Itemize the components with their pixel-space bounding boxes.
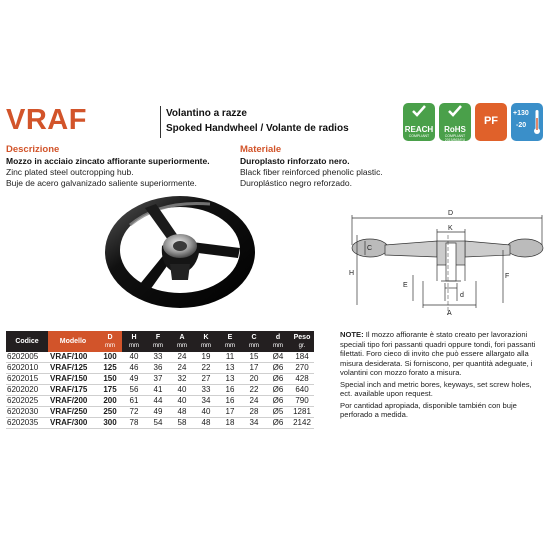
table-cell: 40 xyxy=(122,352,146,363)
dim-label-F: F xyxy=(505,273,510,280)
table-cell: VRAF/150 xyxy=(48,374,98,385)
table-cell: Ø6 xyxy=(266,396,290,407)
table-cell: 16 xyxy=(218,385,242,396)
table-cell: 200 xyxy=(98,396,122,407)
table-row xyxy=(6,385,314,396)
table-cell: 270 xyxy=(290,363,314,374)
product-name-en-es: Spoked Handwheel / Volante de radios xyxy=(166,123,349,134)
col-header-K: K mm xyxy=(194,331,218,352)
table-cell: Ø5 xyxy=(266,407,290,418)
table-cell: 36 xyxy=(146,363,170,374)
col-header-code: Codice xyxy=(6,331,48,352)
table-cell: 2142 xyxy=(290,418,314,429)
table-cell: VRAF/175 xyxy=(48,385,98,396)
table-cell: 49 xyxy=(122,374,146,385)
table-cell: 250 xyxy=(98,407,122,418)
table-cell: 48 xyxy=(194,418,218,429)
product-name-it: Volantino a razze xyxy=(166,108,247,119)
table-cell: 428 xyxy=(290,374,314,385)
dim-label-C: C xyxy=(367,245,373,252)
col-header-F: F mm xyxy=(146,331,170,352)
table-cell: 300 xyxy=(98,418,122,429)
col-header-C: C mm xyxy=(242,331,266,352)
table-cell: 17 xyxy=(242,363,266,374)
table-cell: 19 xyxy=(194,352,218,363)
table-cell: 13 xyxy=(218,363,242,374)
table-cell: 49 xyxy=(146,407,170,418)
table-cell: 54 xyxy=(146,418,170,429)
col-header-A: A mm xyxy=(170,331,194,352)
dim-label-A: A xyxy=(447,310,452,317)
check-icon xyxy=(439,103,471,119)
spec-table-header-row xyxy=(6,331,314,352)
table-cell: 18 xyxy=(218,418,242,429)
table-cell: 78 xyxy=(122,418,146,429)
description-es: Buje de acero galvanizado saliente superiormente. xyxy=(6,178,197,188)
dim-label-E: E xyxy=(403,282,408,289)
table-cell: Ø6 xyxy=(266,363,290,374)
dim-label-D: D xyxy=(448,210,454,217)
rohs-label: RoHS xyxy=(444,125,466,134)
material-es: Duroplástico negro reforzado. xyxy=(240,178,352,188)
temperature-badge xyxy=(511,103,543,141)
table-cell: 6202010 xyxy=(6,363,48,374)
table-cell: 58 xyxy=(170,418,194,429)
table-cell: 37 xyxy=(146,374,170,385)
rohs-badge xyxy=(439,103,471,141)
table-cell: 40 xyxy=(170,385,194,396)
col-header-d: d mm xyxy=(266,331,290,352)
table-cell: 184 xyxy=(290,352,314,363)
table-cell: 40 xyxy=(194,407,218,418)
table-cell: 22 xyxy=(242,385,266,396)
table-cell: 56 xyxy=(122,385,146,396)
table-cell: Ø6 xyxy=(266,418,290,429)
table-cell: 175 xyxy=(98,385,122,396)
table-cell: 1281 xyxy=(290,407,314,418)
table-cell: VRAF/100 xyxy=(48,352,98,363)
table-cell: 33 xyxy=(194,385,218,396)
description-heading: Descrizione xyxy=(6,144,60,155)
note-label: NOTE: xyxy=(340,330,364,339)
reach-sublabel: COMPLIANT xyxy=(408,134,430,138)
table-cell: Ø6 xyxy=(266,385,290,396)
table-cell: 24 xyxy=(170,352,194,363)
title-divider xyxy=(160,106,161,138)
table-cell: VRAF/250 xyxy=(48,407,98,418)
dim-label-H: H xyxy=(349,270,355,277)
description-it: Mozzo in acciaio zincato affiorante superiormente. xyxy=(6,156,210,166)
col-header-E: E mm xyxy=(218,331,242,352)
table-cell: 6202030 xyxy=(6,407,48,418)
table-cell: 33 xyxy=(146,352,170,363)
table-cell: 40 xyxy=(170,396,194,407)
check-icon xyxy=(403,103,435,119)
table-cell: 46 xyxy=(122,363,146,374)
table-cell: 61 xyxy=(122,396,146,407)
note-es: Por cantidad apropiada, disponible también con buje perforado a medida. xyxy=(340,400,517,419)
table-cell: 72 xyxy=(122,407,146,418)
table-cell: Ø4 xyxy=(266,352,290,363)
table-cell: VRAF/125 xyxy=(48,363,98,374)
table-cell: 11 xyxy=(218,352,242,363)
table-cell: 6202025 xyxy=(6,396,48,407)
table-cell: 27 xyxy=(194,374,218,385)
table-cell: VRAF/300 xyxy=(48,418,98,429)
table-cell: 22 xyxy=(194,363,218,374)
product-code-title: VRAF xyxy=(6,104,87,136)
note-en: Special inch and metric bores, keyways, set screw holes, ect. available upon request. xyxy=(340,379,532,398)
table-cell: 100 xyxy=(98,352,122,363)
table-cell: 34 xyxy=(194,396,218,407)
note-it: Il mozzo affiorante è stato creato per lavorazioni speciali tipo fori passanti quadri oppure tondi, fori passanti filettati. Foro cieco di invito che può essere allargato alla misura desiderata. Si forniscono, per quantità adeguate, i volantini con mozzo forato a misura. xyxy=(340,330,536,377)
table-cell: 6202020 xyxy=(6,385,48,396)
table-cell: 28 xyxy=(242,407,266,418)
table-cell: 125 xyxy=(98,363,122,374)
material-heading: Materiale xyxy=(240,144,282,155)
temp-min-label: -20 xyxy=(516,122,527,129)
pf-label: PF xyxy=(483,115,499,127)
dim-label-K: K xyxy=(448,225,453,232)
table-cell: 15 xyxy=(242,352,266,363)
table-cell: 13 xyxy=(218,374,242,385)
table-row xyxy=(6,396,314,407)
table-cell: VRAF/200 xyxy=(48,396,98,407)
table-cell: 32 xyxy=(170,374,194,385)
table-cell: Ø6 xyxy=(266,374,290,385)
table-row xyxy=(6,363,314,374)
table-cell: 44 xyxy=(146,396,170,407)
spec-table xyxy=(6,331,314,429)
table-cell: 17 xyxy=(218,407,242,418)
rohs-sublabel: COMPLIANT 2015/863/EU xyxy=(444,134,466,142)
material-en: Black fiber reinforced phenolic plastic. xyxy=(240,167,383,177)
table-row xyxy=(6,352,314,363)
reach-badge xyxy=(403,103,435,141)
col-header-model: Modello xyxy=(48,331,98,352)
col-header-H: H mm xyxy=(122,331,146,352)
col-header-D: D mm xyxy=(98,331,122,352)
table-row xyxy=(6,407,314,418)
table-cell: 34 xyxy=(242,418,266,429)
material-pf-badge xyxy=(475,103,507,141)
col-header-weight: Peso gr. xyxy=(290,331,314,352)
table-cell: 48 xyxy=(170,407,194,418)
table-cell: 6202015 xyxy=(6,374,48,385)
table-row xyxy=(6,374,314,385)
note-block xyxy=(340,330,545,422)
table-cell: 41 xyxy=(146,385,170,396)
temp-max-label: +130 xyxy=(513,110,529,117)
handwheel-product-image xyxy=(100,190,260,315)
table-cell: 6202035 xyxy=(6,418,48,429)
table-cell: 24 xyxy=(170,363,194,374)
description-en: Zinc plated steel outcropping hub. xyxy=(6,167,134,177)
table-cell: 150 xyxy=(98,374,122,385)
table-cell: 16 xyxy=(218,396,242,407)
table-cell: 640 xyxy=(290,385,314,396)
reach-label: REACH xyxy=(404,125,434,134)
thermometer-icon xyxy=(534,110,540,136)
table-cell: 6202005 xyxy=(6,352,48,363)
table-cell: 24 xyxy=(242,396,266,407)
dim-label-d: d xyxy=(460,292,464,299)
table-cell: 790 xyxy=(290,396,314,407)
table-row xyxy=(6,418,314,429)
material-it: Duroplasto rinforzato nero. xyxy=(240,156,350,166)
technical-drawing xyxy=(345,205,550,325)
table-cell: 20 xyxy=(242,374,266,385)
